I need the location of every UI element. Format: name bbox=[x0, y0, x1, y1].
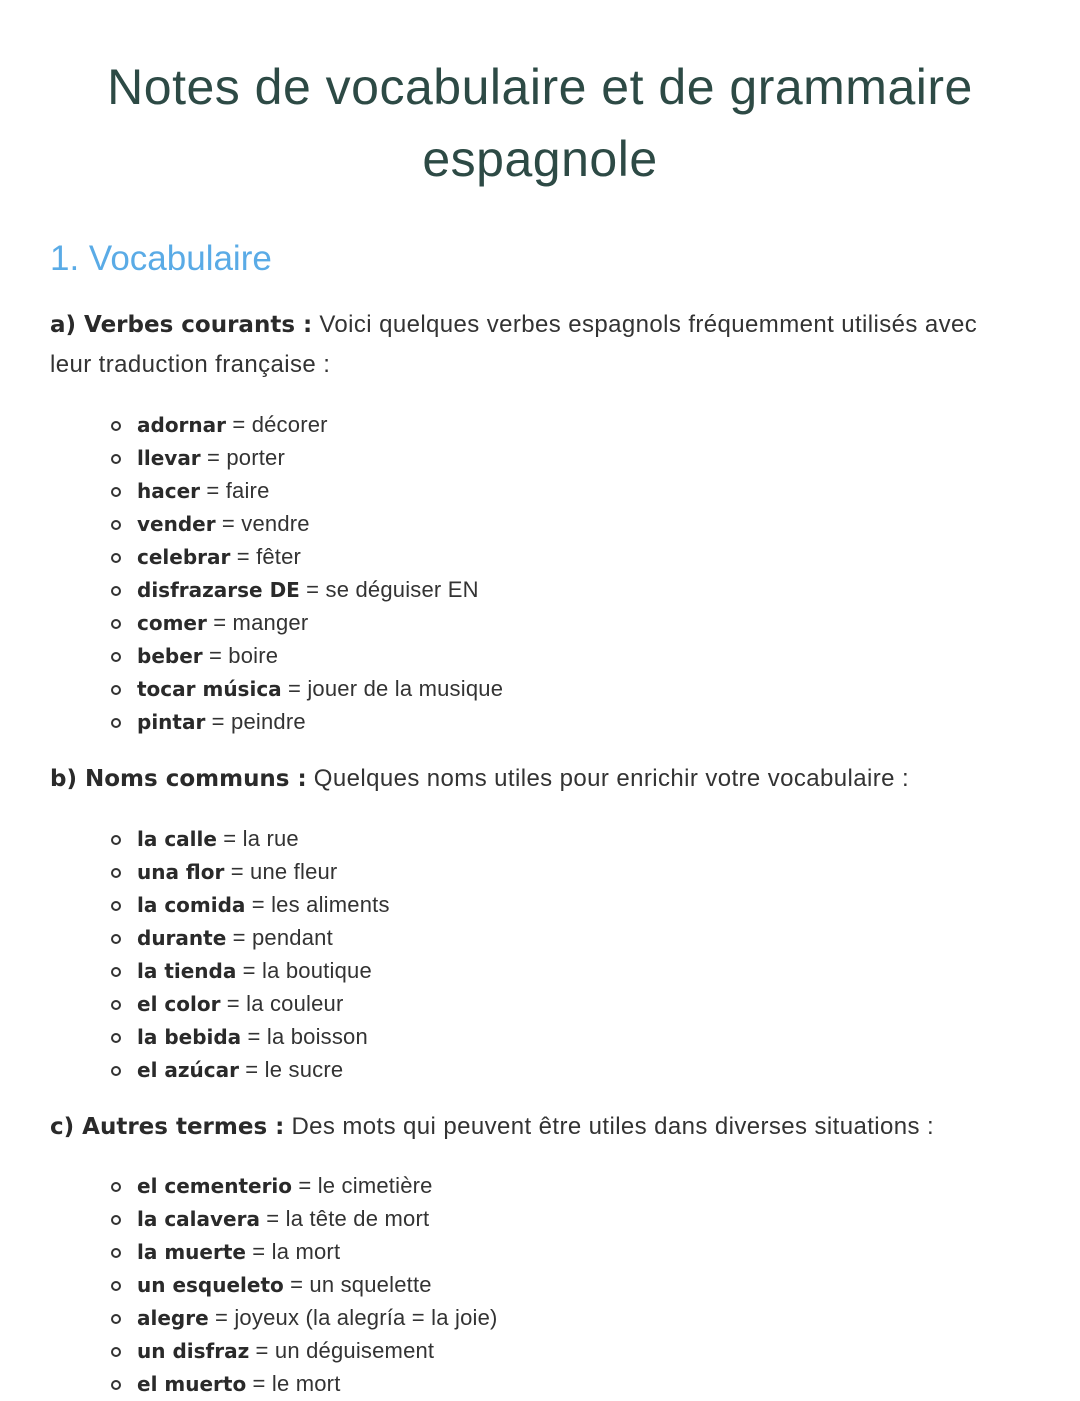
french-translation: = se déguiser EN bbox=[306, 577, 479, 602]
subsection-text: Voici quelques verbes espagnols fréquemment utilisés avec leur traduction française : bbox=[50, 311, 978, 378]
vocab-item bbox=[0, 1367, 498, 1400]
spanish-term: alegre bbox=[137, 1306, 209, 1330]
french-translation: = la mort bbox=[252, 1239, 341, 1264]
vocab-item bbox=[0, 1301, 498, 1334]
vocab-item bbox=[0, 1334, 498, 1367]
spanish-term: comer bbox=[137, 611, 207, 635]
spanish-term: el color bbox=[137, 992, 221, 1016]
french-translation: = les aliments bbox=[251, 892, 390, 917]
french-translation: = faire bbox=[206, 478, 270, 503]
spanish-term: la calle bbox=[137, 827, 217, 851]
french-translation: = un squelette bbox=[290, 1272, 432, 1297]
vocab-item bbox=[0, 573, 503, 606]
french-translation: = vendre bbox=[221, 511, 310, 536]
french-translation: = boire bbox=[208, 643, 279, 668]
french-translation: = joyeux (la alegría = la joie) bbox=[214, 1305, 498, 1330]
vocab-item bbox=[0, 921, 390, 954]
french-translation: = peindre bbox=[211, 709, 306, 734]
vocab-item bbox=[0, 855, 390, 888]
spanish-term: el muerto bbox=[137, 1372, 247, 1396]
french-translation: = manger bbox=[213, 610, 309, 635]
spanish-term: la comida bbox=[137, 893, 246, 917]
title-line-2: espagnole bbox=[422, 131, 658, 187]
french-translation: = le cimetière bbox=[298, 1173, 433, 1198]
section-heading-vocabulaire: 1. Vocabulaire bbox=[50, 239, 272, 278]
spanish-term: disfrazarse DE bbox=[137, 578, 300, 602]
french-translation: = décorer bbox=[232, 412, 328, 437]
subsection-label: b) Noms communs : bbox=[50, 766, 307, 792]
vocab-item bbox=[0, 408, 503, 441]
vocab-item bbox=[0, 1235, 498, 1268]
french-translation: = fêter bbox=[236, 544, 302, 569]
french-translation: = le mort bbox=[252, 1371, 341, 1396]
subsection-label: c) Autres termes : bbox=[50, 1114, 285, 1140]
spanish-term: la tienda bbox=[137, 959, 237, 983]
vocab-item bbox=[0, 507, 503, 540]
spanish-term: beber bbox=[137, 644, 203, 668]
spanish-term: el azúcar bbox=[137, 1058, 239, 1082]
vocab-item bbox=[0, 822, 390, 855]
spanish-term: adornar bbox=[137, 413, 227, 437]
french-translation: = pendant bbox=[232, 925, 333, 950]
french-translation: = le sucre bbox=[245, 1057, 344, 1082]
french-translation: = la tête de mort bbox=[266, 1206, 430, 1231]
vocab-item bbox=[0, 606, 503, 639]
french-translation: = une fleur bbox=[230, 859, 338, 884]
french-translation: = la boisson bbox=[247, 1024, 368, 1049]
subsection-text: Des mots qui peuvent être utiles dans diverses situations : bbox=[291, 1113, 935, 1140]
spanish-term: un esqueleto bbox=[137, 1273, 284, 1297]
vocab-item bbox=[0, 1202, 498, 1235]
spanish-term: hacer bbox=[137, 479, 201, 503]
spanish-term: durante bbox=[137, 926, 227, 950]
verbs-list bbox=[0, 408, 503, 738]
spanish-term: el cementerio bbox=[137, 1174, 293, 1198]
spanish-term: la bebida bbox=[137, 1025, 242, 1049]
spanish-term: la muerte bbox=[137, 1240, 246, 1264]
vocab-item bbox=[0, 1268, 498, 1301]
vocab-item bbox=[0, 1053, 390, 1086]
spanish-term: celebrar bbox=[137, 545, 231, 569]
spanish-term: tocar música bbox=[137, 677, 282, 701]
vocab-item bbox=[0, 987, 390, 1020]
spanish-term: vender bbox=[137, 512, 216, 536]
french-translation: = la boutique bbox=[242, 958, 372, 983]
spanish-term: pintar bbox=[137, 710, 206, 734]
vocab-item bbox=[0, 1169, 498, 1202]
spanish-term: una flor bbox=[137, 860, 225, 884]
spanish-term: un disfraz bbox=[137, 1339, 250, 1363]
vocab-item bbox=[0, 672, 503, 705]
other-terms-list bbox=[0, 1169, 498, 1400]
french-translation: = un déguisement bbox=[255, 1338, 435, 1363]
vocab-item bbox=[0, 441, 503, 474]
vocab-item bbox=[0, 474, 503, 507]
spanish-term: la calavera bbox=[137, 1207, 260, 1231]
spanish-term: llevar bbox=[137, 446, 201, 470]
french-translation: = jouer de la musique bbox=[287, 676, 504, 701]
vocab-item bbox=[0, 1020, 390, 1053]
french-translation: = porter bbox=[206, 445, 286, 470]
subsection-verbes-intro bbox=[50, 305, 980, 385]
subsection-noms-intro bbox=[50, 759, 980, 799]
french-translation: = la rue bbox=[223, 826, 299, 851]
french-translation: = la couleur bbox=[226, 991, 344, 1016]
vocab-item bbox=[0, 888, 390, 921]
subsection-label: a) Verbes courants : bbox=[50, 312, 313, 338]
page-title bbox=[0, 51, 1080, 195]
vocab-item bbox=[0, 705, 503, 738]
nouns-list bbox=[0, 822, 390, 1086]
vocab-item bbox=[0, 540, 503, 573]
vocab-item bbox=[0, 639, 503, 672]
vocab-item bbox=[0, 954, 390, 987]
subsection-autres-intro bbox=[50, 1107, 980, 1147]
subsection-text: Quelques noms utiles pour enrichir votre vocabulaire : bbox=[313, 765, 910, 792]
title-line-1: Notes de vocabulaire et de grammaire bbox=[107, 59, 973, 115]
